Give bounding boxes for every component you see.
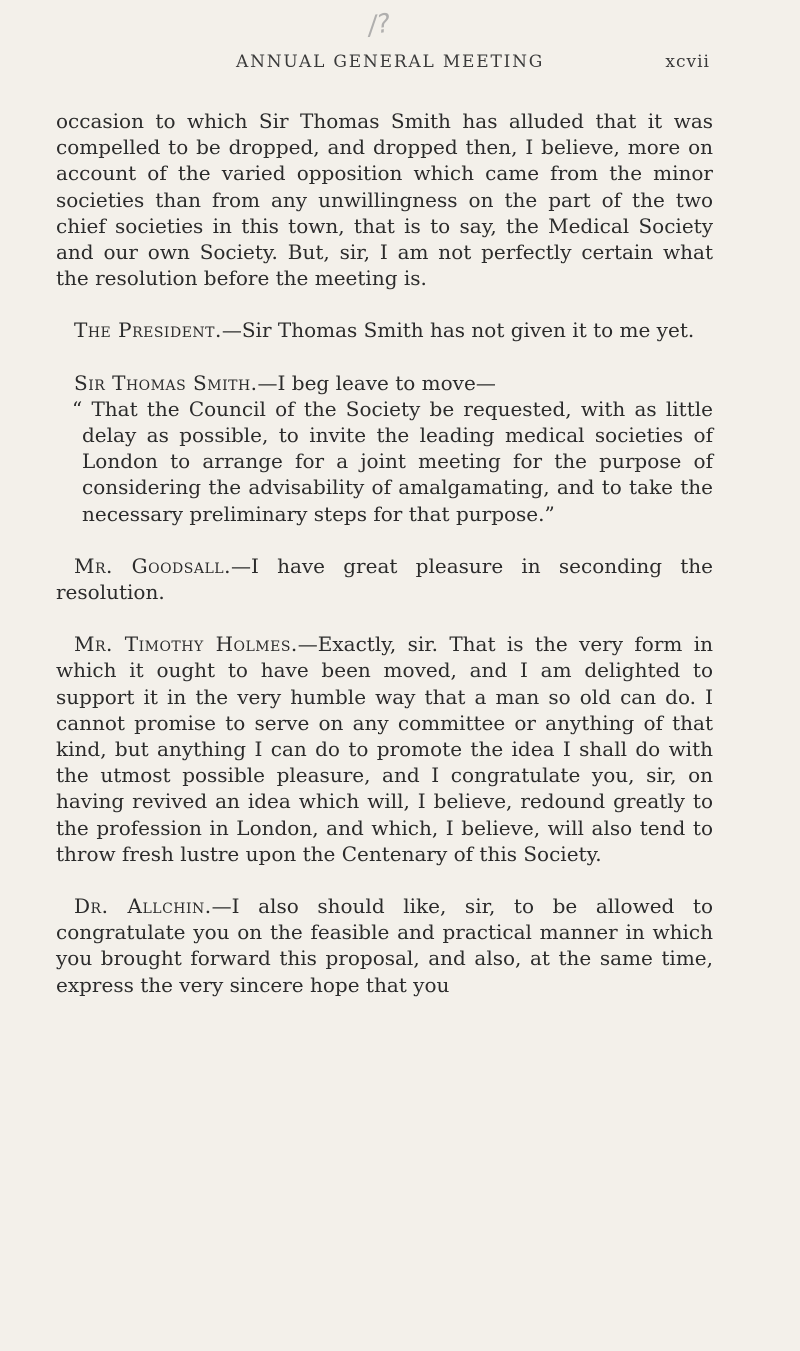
resolution-quote: “ That the Council of the Society be requested, with as little delay as possible, to invite the leading medical societies of London to arrange for a joint meeting for the purpose of considering the advisability of amalgamating, and to take the necessary preliminary steps for that purpose.” xyxy=(72,396,713,526)
speech-text: —I also should like, sir, to be allowed to congratulate you on the feasible and practical manner in which you brought forward this proposal, and also, at the same time, express the very sincere hope that you xyxy=(56,894,714,997)
paragraph-goodsall xyxy=(56,553,713,605)
speaker-name: Mr. Timothy Holmes. xyxy=(74,632,298,657)
speaker-name: Sir Thomas Smith. xyxy=(74,370,258,395)
paragraph-thomas-smith xyxy=(56,370,713,396)
speaker-name: Mr. Goodsall. xyxy=(74,553,231,578)
speech-text: —I beg leave to move— xyxy=(257,370,496,395)
speech-text: —Sir Thomas Smith has not given it to me yet. xyxy=(221,318,695,343)
paragraph-holmes xyxy=(56,631,713,867)
body-text xyxy=(56,108,713,998)
paragraph-president xyxy=(56,317,713,343)
speaker-name: The President. xyxy=(74,318,222,343)
speaker-name: Dr. Allchin. xyxy=(74,894,212,919)
page-number: xcvii xyxy=(665,52,710,72)
speech-text: —Exactly, sir. That is the very form in which it ought to have been moved, and I am delighted to support it in the very humble way that a man so old can do. I cannot promise to serve on any committee or anything of that kind, but anything I can do to promote the idea I shall do with the utmost possible pleasure, and I congratulate you, sir, on having revived an idea which will, I believe, redound greatly to the profession in London, and which, I believe, will also tend to throw fresh lustre upon the Centenary of this Society. xyxy=(56,632,713,866)
paragraph-allchin xyxy=(56,893,713,998)
paragraph-continued: occasion to which Sir Thomas Smith has alluded that it was compelled to be dropped, and dropped then, I believe, more on account of the varied opposition which came from the minor societies than from any unwillingness on the part of the two chief societies in this town, that is to say, the Medical Society and our own Society. But, sir, I am not perfectly certain what the resolution before the meeting is. xyxy=(56,109,713,291)
pencil-annotation: /? xyxy=(366,8,393,42)
running-title: ANNUAL GENERAL MEETING xyxy=(236,52,545,72)
speech-text: —I have great pleasure in seconding the resolution. xyxy=(56,553,714,605)
